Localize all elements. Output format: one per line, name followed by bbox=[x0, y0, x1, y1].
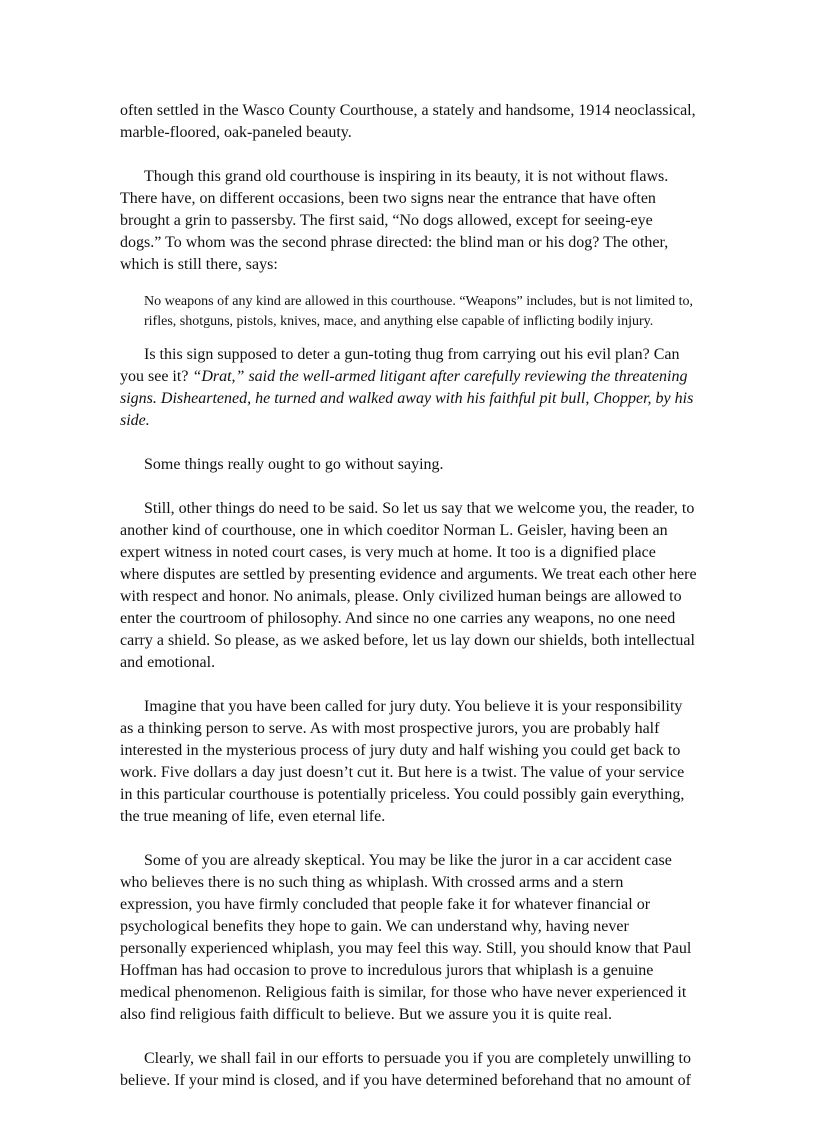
paragraph-3-italic: “Drat,” said the well-armed litigant after carefully reviewing the threatening signs. Disheartened, he turned and walked away with his faithful pit bull, Chopper, by his side. bbox=[120, 368, 694, 429]
paragraph-1: often settled in the Wasco County Courthouse, a stately and handsome, 1914 neoclassical, marble-floored, oak-paneled beauty. bbox=[120, 102, 696, 141]
paragraph-5: Still, other things do need to be said. So let us say that we welcome you, the reader, to another kind of courthouse, one in which coeditor Norman L. Geisler, having been an expert witness in noted court cases, is very much at home. It too is a dignified place where disputes are settled by presenting evidence and arguments. We treat each other here with respect and honor. No animals, please. Only civilized human beings are allowed to enter the courtroom of philosophy. And since no one carries any weapons, no one need carry a shield. So please, as we asked before, let us lay down our shields, both intellectual and emotional. bbox=[120, 500, 697, 671]
paragraph-6: Imagine that you have been called for jury duty. You believe it is your responsibility as a thinking person to serve. As with most prospective jurors, you are probably half interested in the mysterious process of jury duty and half wishing you could get back to work. Five dollars a day just doesn’t cut it. But here is a twist. The value of your service in this particular courthouse is potentially priceless. You could possibly gain everything, the true meaning of life, even eternal life. bbox=[120, 698, 685, 825]
paragraph-2: Though this grand old courthouse is inspiring in its beauty, it is not without flaws. There have, on different occasions, been two signs near the entrance that have often brought a grin to passersby. The first said, “No dogs allowed, except for seeing-eye dogs.” To whom was the second phrase directed: the blind man or his dog? The other, which is still there, says: bbox=[120, 168, 669, 273]
paragraph-3 bbox=[120, 344, 698, 432]
paragraph-3-text: Is this sign supposed to deter a gun-toting thug from carrying out his evil plan? Can you see it? bbox=[120, 346, 680, 385]
document-page bbox=[120, 100, 698, 1114]
sign-quote: No weapons of any kind are allowed in this courthouse. “Weapons” includes, but is not limited to, rifles, shotguns, pistols, knives, mace, and anything else capable of inflicting bodily injury. bbox=[144, 294, 694, 329]
paragraph-8: Clearly, we shall fail in our efforts to persuade you if you are completely unwilling to believe. If your mind is closed, and if you have determined beforehand that no amount of bbox=[120, 1050, 691, 1089]
paragraph-4: Some things really ought to go without saying. bbox=[144, 456, 444, 473]
paragraph-7: Some of you are already skeptical. You may be like the juror in a car accident case who believes there is no such thing as whiplash. With crossed arms and a stern expression, you have firmly concluded that people fake it for whatever financial or psychological benefits they hope to gain. We can understand why, having never personally experienced whiplash, you may feel this way. Still, you should know that Paul Hoffman has had occasion to prove to incredulous jurors that whiplash is a genuine medical phenomenon. Religious faith is similar, for those who have never experienced it also find religious faith difficult to believe. But we assure you it is quite real. bbox=[120, 852, 692, 1023]
